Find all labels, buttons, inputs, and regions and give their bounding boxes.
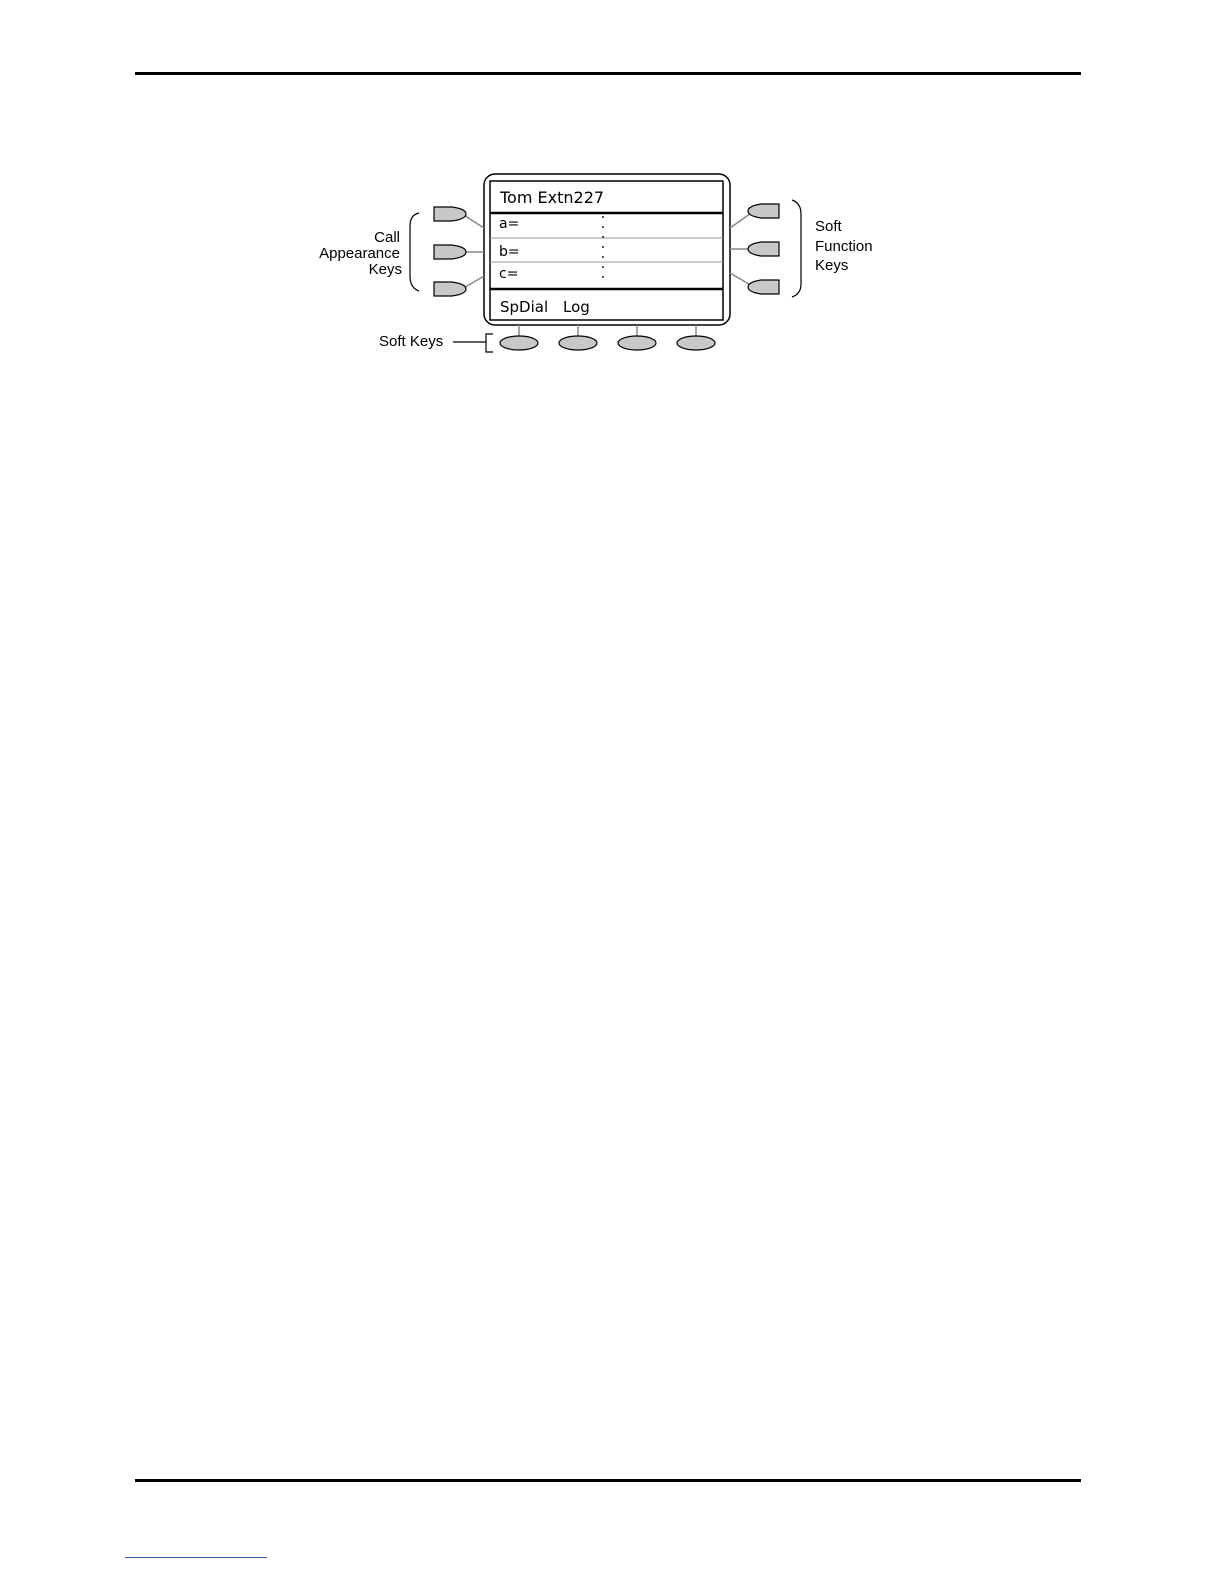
display-header: Tom Extn227	[500, 188, 605, 207]
call-appearance-key-1	[434, 207, 466, 221]
call-appearance-label-line3: Keys	[368, 261, 402, 278]
soft-function-key-3	[748, 280, 779, 294]
soft-key-2	[559, 336, 597, 350]
soft-function-label-line1: Soft	[815, 218, 842, 235]
softkey-label-log: Log	[563, 298, 590, 316]
soft-key-stems	[519, 325, 696, 336]
phone-diagram-graphic	[0, 0, 1224, 420]
soft-function-bracket	[792, 200, 801, 297]
soft-key-3	[618, 336, 656, 350]
call-appearance-label-line2: Appearance	[319, 245, 400, 262]
soft-key-4	[677, 336, 715, 350]
soft-keys	[500, 336, 715, 350]
call-appearance-key-2	[434, 245, 466, 259]
call-appearance-key-3	[434, 282, 466, 296]
soft-function-key-2	[748, 242, 779, 256]
line-a-label: a=	[499, 216, 520, 232]
soft-function-keys	[748, 204, 779, 294]
softkey-label-spdial: SpDial	[500, 298, 549, 316]
phone-display-diagram	[0, 0, 1224, 420]
footnote-separator	[125, 1557, 267, 1558]
soft-keys-label: Soft Keys	[379, 333, 444, 350]
line-b-label: b=	[499, 244, 520, 260]
soft-function-key-1	[748, 204, 779, 218]
soft-function-label-line2: Function	[815, 238, 873, 255]
soft-keys-bracket	[486, 334, 493, 352]
soft-function-label-line3: Keys	[815, 257, 849, 274]
call-appearance-label-line1: Call	[374, 229, 400, 246]
line-c-label: c=	[499, 266, 519, 282]
call-appearance-bracket	[410, 213, 419, 291]
soft-key-1	[500, 336, 538, 350]
footer-rule	[135, 1479, 1081, 1482]
call-appearance-keys	[434, 207, 466, 296]
